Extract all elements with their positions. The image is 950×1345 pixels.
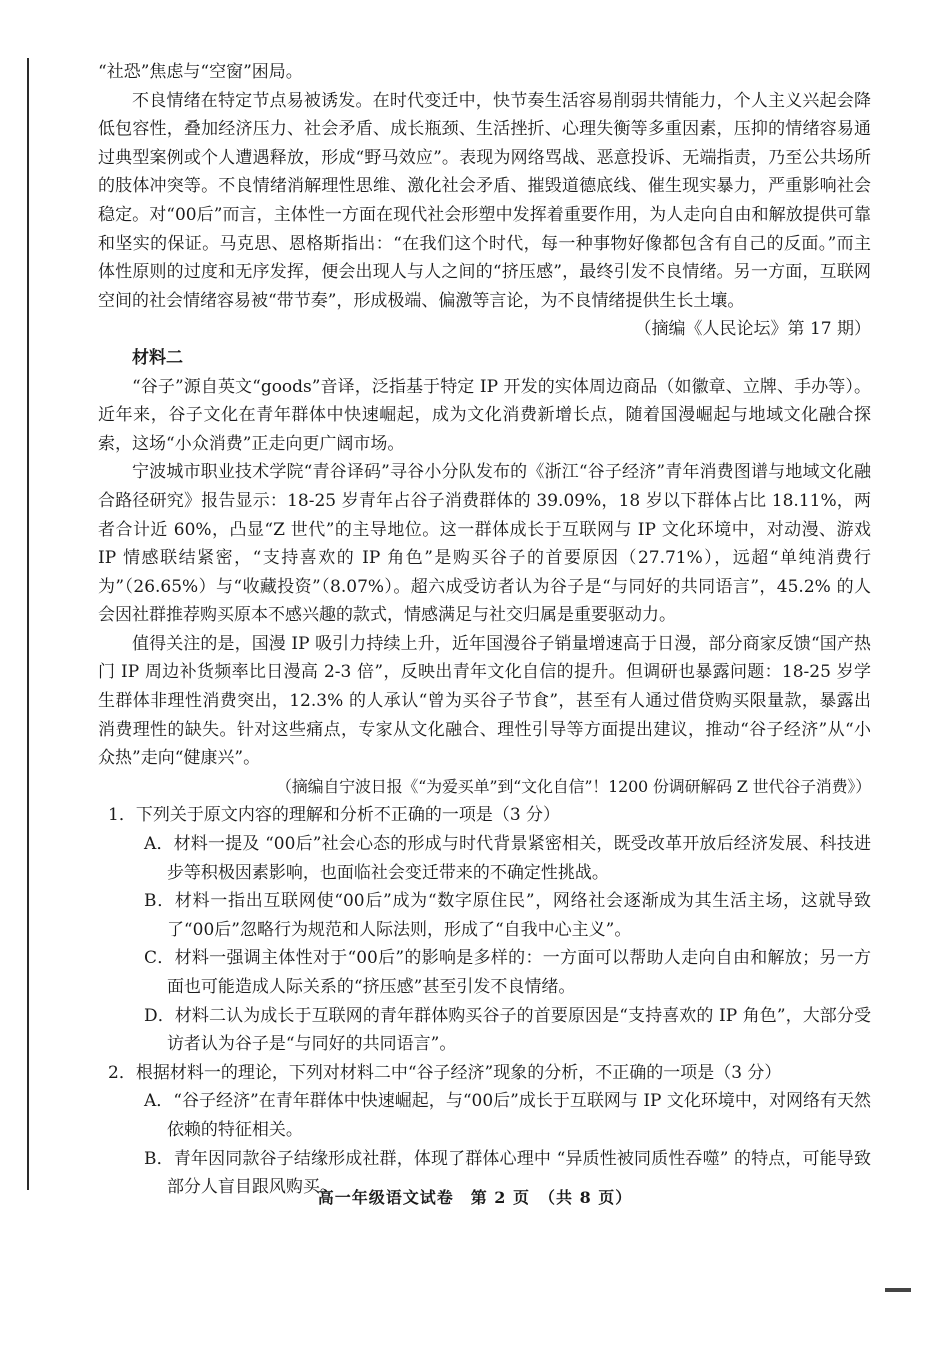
page-footer: 高一年级语文试卷 第 2 页 （共 8 页） — [317, 1188, 633, 1207]
material2-paragraph-1: “谷子”源自英文“goods”音译，泛指基于特定 IP 开发的实体周边商品（如徽章、立牌、手办等）。近年来，谷子文化在青年群体中快速崛起，成为文化消费新增长点，随着国漫崛起与地域文化融合探索，这场“小众消费”正走向更广阔市场。 — [98, 376, 871, 454]
question-2-option-b: B．青年因同款谷子结缘形成社群，体现了群体心理中 “异质性被同质性吞噬” 的特点，可能导致部分人盲目跟风购买。 — [144, 1148, 871, 1198]
binding-margin-line — [27, 58, 29, 1190]
material2-source: （摘编自宁波日报《“为爱买单”到“文化自信”！1200 份调研解码 Z 世代谷子消费》） — [275, 776, 871, 796]
question-1-options — [144, 830, 871, 1059]
question-1-option-a: A．材料一提及 “00后”社会心态的形成与时代背景紧密相关，既受改革开放后经济发展、科技进步等积极因素影响，也面临社会变迁带来的不确定性挑战。 — [144, 834, 871, 883]
question-1-option-b: B．材料一指出互联网使“00后”成为“数字原住民”，网络社会逐渐成为其生活主场，这就导致了“00后”忽略行为规范和人际法则，形成了“自我中心主义”。 — [144, 891, 871, 940]
question-2-option-a: A．“谷子经济”在青年群体中快速崛起，与“00后”成长于互联网与 IP 文化环境中，对网络有天然依赖的特征相关。 — [144, 1091, 871, 1140]
question-2 — [108, 1059, 871, 1202]
question-1-option-c: C．材料一强调主体性对于“00后”的影响是多样的：一方面可以帮助人走向自由和解放；另一方面也可能造成人际关系的“挤压感”甚至引发不良情绪。 — [144, 948, 871, 997]
scan-corner-mark — [885, 1288, 911, 1292]
material2-paragraph-2: 宁波城市职业技术学院“青谷译码”寻谷小分队发布的《浙江“谷子经济”青年消费图谱与地域文化融合路径研究》报告显示：18-25 岁青年占谷子消费群体的 39.09%，18 岁以下群体占比 18.11%，两者合计近 60%，凸显“Z 世代”的主导地位。这一群体成长于互联网与 IP 文化环境中，对动漫、游戏 IP 情感联结紧密，“支持喜欢的 IP 角色”是购买谷子的首要原因（27.71%），远超“单纯消费行为”（26.65%）与“收藏投资”（8.07%）。超六成受访者认为谷子是“与同好的共同语言”，45.2% 的人会因社群推荐购买原本不感兴趣的款式，情感满足与社交归属是重要驱动力。 — [98, 462, 871, 626]
question-1 — [108, 801, 871, 1058]
material1-source: （摘编《人民论坛》第 17 期） — [634, 319, 871, 340]
material2-paragraph-3: 值得关注的是，国漫 IP 吸引力持续上升，近年国漫谷子销量增速高于日漫，部分商家反馈“国产热门 IP 周边补货频率比日漫高 2-3 倍”，反映出青年文化自信的提升。但调研也暴露问题：18-25 岁学生群体非理性消费突出，12.3% 的人承认“曾为买谷子节食”，甚至有人通过借贷购买限量款，暴露出消费理性的缺失。针对这些痛点，专家从文化融合、理性引导等方面提出建议，推动“谷子经济”从“小众热”走向“健康兴”。 — [98, 633, 871, 769]
question-1-option-d: D．材料二认为成长于互联网的青年群体购买谷子的首要原因是“支持喜欢的 IP 角色”，大部分受访者认为谷子是“与同好的共同语言”。 — [144, 1005, 871, 1055]
material1-tail-line: “社恐”焦虑与“空窗”困局。 — [98, 62, 303, 82]
material1-paragraph: 不良情绪在特定节点易被诱发。在时代变迁中，快节奏生活容易削弱共情能力，个人主义兴起会降低包容性，叠加经济压力、社会矛盾、成长瓶颈、生活挫折、心理失衡等多重因素，压抑的情绪容易通过典型案例或个人遭遇释放，形成“野马效应”。表现为网络骂战、恶意投诉、无端指责，乃至公共场所的肢体冲突等。不良情绪消解理性思维、激化社会矛盾、摧毁道德底线、催生现实暴力，严重影响社会稳定。对“00后”而言，主体性一方面在现代社会形塑中发挥着重要作用，为人走向自由和解放提供可靠和坚实的保证。马克思、恩格斯指出：“在我们这个时代，每一种事物好像都包含有自己的反面。”而主体性原则的过度和无序发挥，便会出现人与人之间的“挤压感”，最终引发不良情绪。另一方面，互联网空间的社会情绪容易被“带节奏”，形成极端、偏激等言论，为不良情绪提供生长土壤。 — [98, 90, 871, 311]
question-1-stem: 1．下列关于原文内容的理解和分析不正确的一项是（3 分） — [108, 805, 561, 826]
material2-heading: 材料二 — [132, 347, 183, 368]
page-content — [98, 58, 871, 1202]
question-2-stem: 2．根据材料一的理论，下列对材料二中“谷子经济”现象的分析，不正确的一项是（3 分） — [108, 1062, 782, 1083]
